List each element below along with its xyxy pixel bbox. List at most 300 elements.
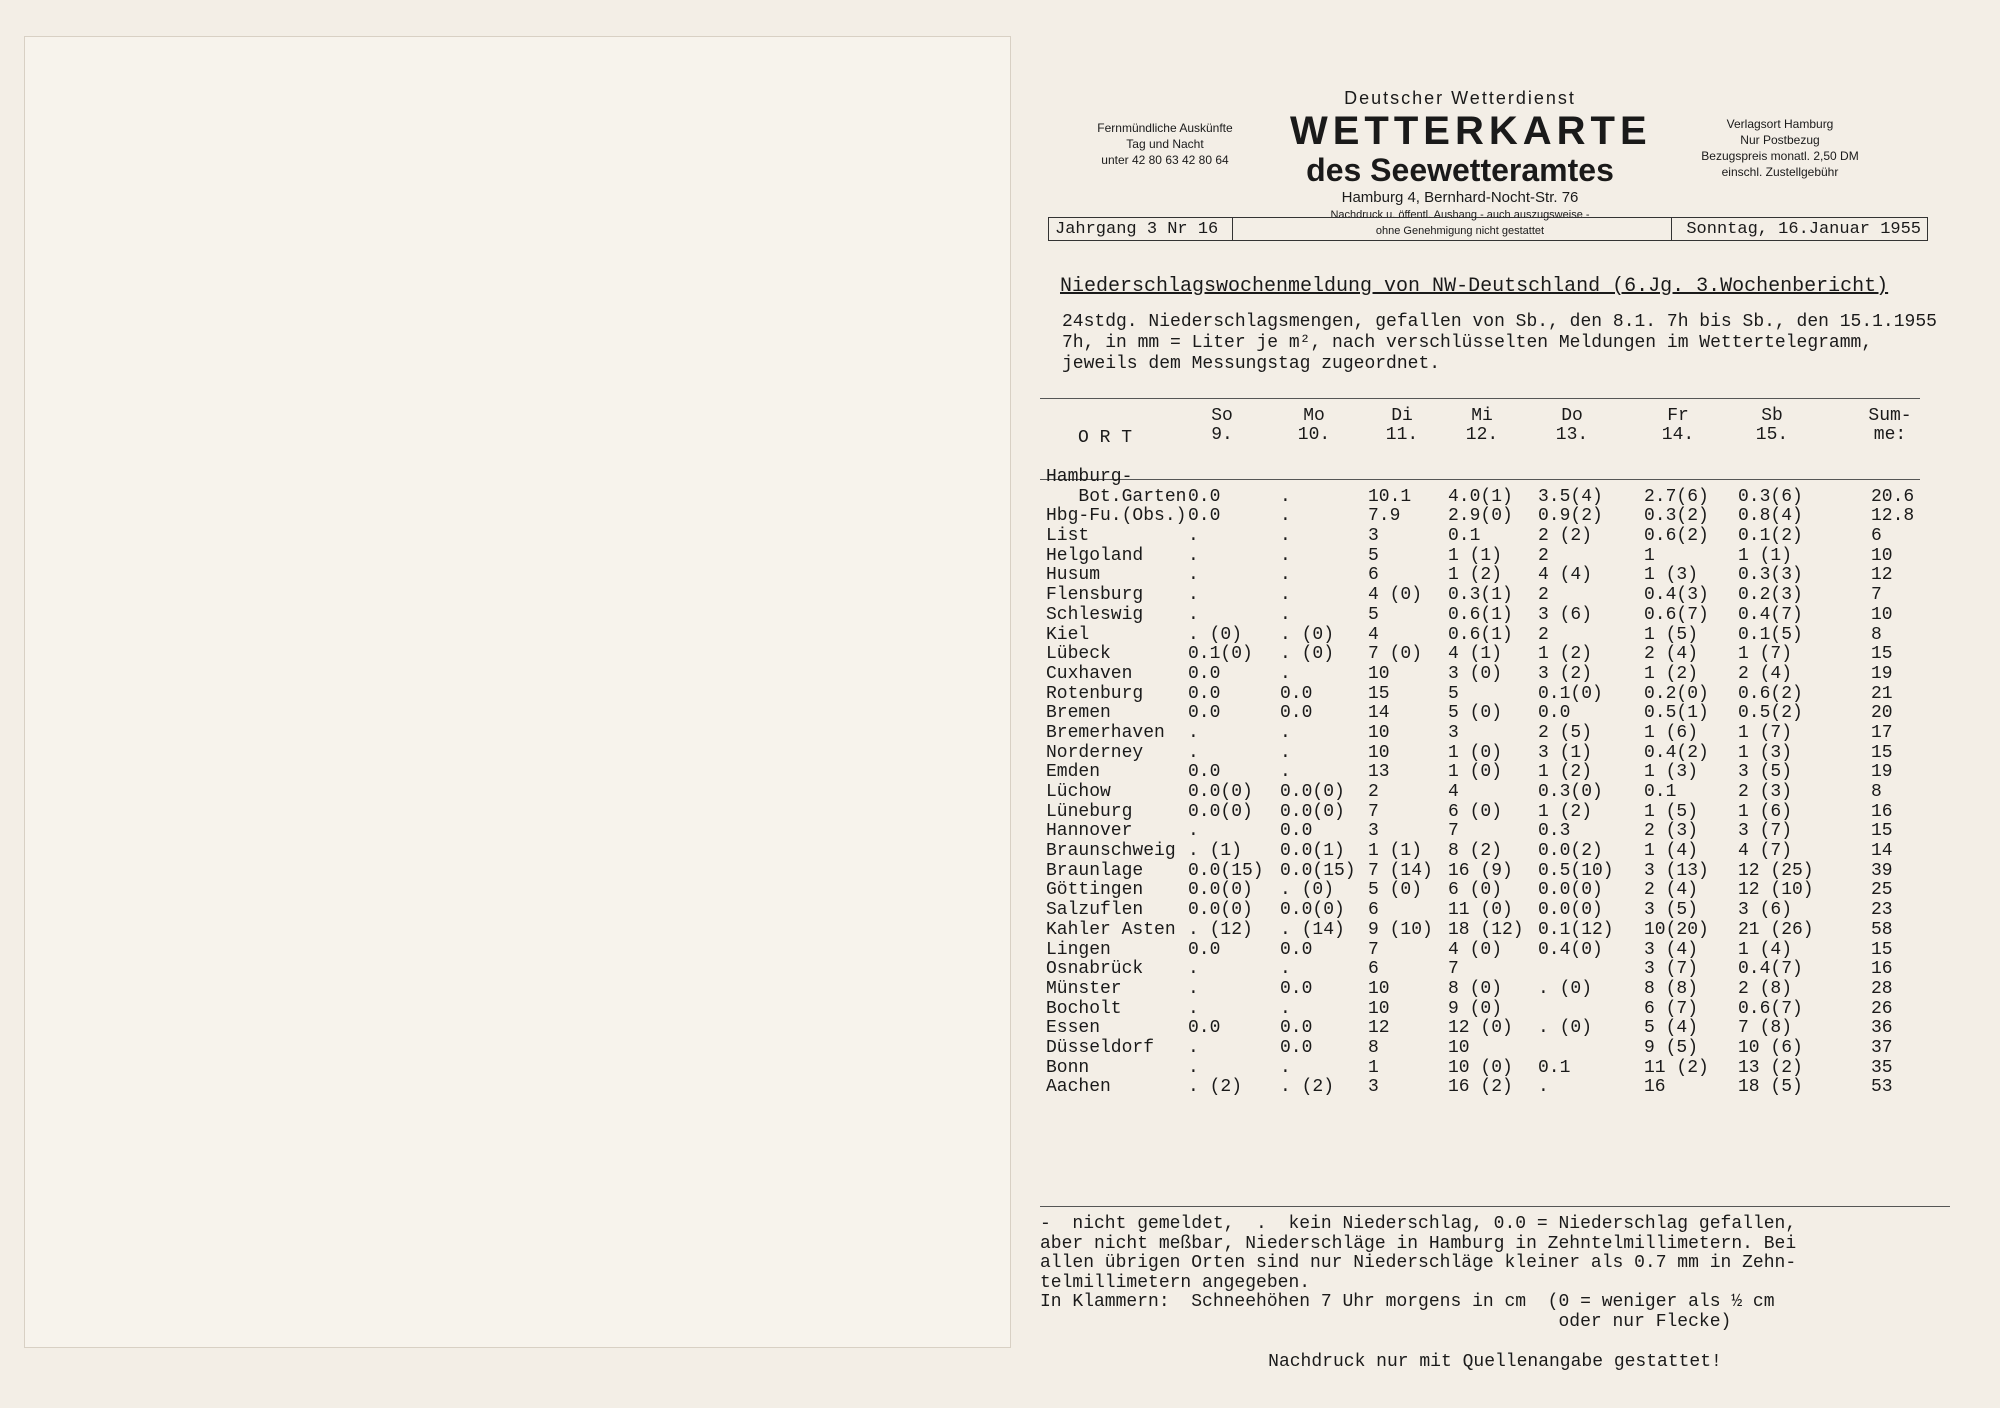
cell-value: 3 (6) [1538, 604, 1593, 625]
table-row [1046, 566, 1926, 586]
cell-sum: 12 [1871, 565, 1893, 586]
cell-value: . (0) [1538, 978, 1593, 999]
cell-value: 15 [1368, 683, 1390, 704]
table-row [1046, 606, 1926, 626]
station-name: Lingen [1046, 939, 1111, 960]
cell-sum: 7 [1871, 585, 1882, 606]
footnote-line: oder nur Flecke) [1040, 1311, 1732, 1332]
cell-value: 0.0 [1188, 683, 1221, 704]
precip-table [1046, 468, 1926, 1098]
cell-value: 8 [1368, 1037, 1379, 1058]
cell-value: 3.5(4) [1538, 486, 1603, 507]
cell-value: 1 (3) [1644, 762, 1699, 783]
cell-value: 2.9(0) [1448, 506, 1513, 527]
table-row [1046, 704, 1926, 724]
table-row [1046, 468, 1926, 488]
cell-value: . [1188, 565, 1199, 586]
cell-sum: 12.8 [1871, 506, 1915, 527]
cell-value: . [1188, 1037, 1199, 1058]
cell-value: . [1188, 604, 1199, 625]
cell-value: . [1188, 722, 1199, 743]
cell-value: . [1188, 998, 1199, 1019]
cell-value: 12 [1368, 1018, 1390, 1039]
cell-value: 0.0 [1280, 683, 1313, 704]
cell-value: 1 (2) [1538, 762, 1593, 783]
cell-sum: 21 [1871, 683, 1893, 704]
cell-value: 0.0(15) [1188, 860, 1264, 881]
publisher-info: Verlagsort Hamburg Nur Postbezug Bezugspreis monatl. 2,50 DM einschl. Zustellgebühr [1701, 117, 1859, 179]
cell-sum: 15 [1871, 939, 1893, 960]
table-row [1046, 1059, 1926, 1079]
table-row [1046, 941, 1926, 961]
cell-value: 3 (2) [1538, 663, 1593, 684]
table-row [1046, 507, 1926, 527]
table-row [1046, 547, 1926, 567]
cell-value: 5 (0) [1448, 703, 1503, 724]
cell-sum: 28 [1871, 978, 1893, 999]
cell-value: 2 (4) [1738, 663, 1793, 684]
cell-value: 0.5(1) [1644, 703, 1709, 724]
station-name: Osnabrück [1046, 959, 1144, 980]
cell-value: 7 [1368, 801, 1379, 822]
table-row [1046, 586, 1926, 606]
cell-value: 5 [1368, 604, 1379, 625]
cell-value: 6 [1368, 959, 1379, 980]
cell-value: 2 (2) [1538, 526, 1593, 547]
col-day: Di 11. [1385, 406, 1419, 445]
cell-value: 12 (25) [1738, 860, 1814, 881]
cell-value: 4 (1) [1448, 644, 1503, 665]
cell-value: 0.0(0) [1188, 801, 1253, 822]
cell-sum: 16 [1871, 959, 1893, 980]
cell-value: . (0) [1280, 880, 1335, 901]
cell-value: 0.0(0) [1188, 880, 1253, 901]
cell-sum: 23 [1871, 900, 1893, 921]
cell-value: 1 (2) [1448, 565, 1503, 586]
cell-value: 2 (8) [1738, 978, 1793, 999]
cell-value: 3 (4) [1644, 939, 1699, 960]
cell-value: 0.0(0) [1188, 782, 1253, 802]
cell-value: 5 [1368, 545, 1379, 566]
cell-value: 0.0 [1188, 762, 1221, 783]
cell-value: 0.4(3) [1644, 585, 1709, 606]
cell-sum: 10 [1871, 545, 1893, 566]
cell-value: 4.0(1) [1448, 486, 1513, 507]
cell-value: 3 (13) [1644, 860, 1709, 881]
cell-value: . (14) [1280, 919, 1345, 940]
cell-value: 0.8(4) [1738, 506, 1803, 527]
cell-value: 3 (5) [1644, 900, 1699, 921]
table-row [1046, 960, 1926, 980]
station-name: Kiel [1046, 624, 1090, 645]
cell-value: 0.4(0) [1538, 939, 1603, 960]
right-page [1040, 80, 1950, 1372]
cell-value: 0.0(0) [1188, 900, 1253, 921]
station-name: Helgoland [1046, 545, 1144, 566]
table-row [1046, 724, 1926, 744]
cell-value: 14 [1368, 703, 1390, 724]
cell-value: . [1280, 722, 1291, 743]
publication-title: Deutscher Wetterdienst WETTERKARTE des Seewetteramtes Hamburg 4, Bernhard-Nocht-Str. 76 Nachdruck u. öffentl. Aushang - auch auszugsweise - ohne Genehmigung nicht gestattet [1290, 88, 1652, 237]
col-day: Fr 14. [1661, 406, 1695, 445]
cell-sum: 8 [1871, 782, 1882, 802]
cell-value: 3 [1368, 526, 1379, 547]
cell-value: 0.0 [1280, 1018, 1313, 1039]
cell-value: 10 [1448, 1037, 1470, 1058]
cell-value: . [1280, 585, 1291, 606]
cell-value: 3 (7) [1644, 959, 1699, 980]
table-row [1046, 685, 1926, 705]
cell-value: 1 (0) [1448, 762, 1503, 783]
table-row [1046, 744, 1926, 764]
table-row [1046, 1019, 1926, 1039]
cell-value: 7.9 [1368, 506, 1401, 527]
table-row [1046, 665, 1926, 685]
cell-value: 6 (0) [1448, 801, 1503, 822]
cell-value: 0.5(10) [1538, 860, 1614, 881]
cell-value: 0.0 [1280, 1037, 1313, 1058]
cell-value: 2 (3) [1644, 821, 1699, 842]
cell-value: 1 (1) [1738, 545, 1793, 566]
footnote-line: allen übrigen Orten sind nur Niederschläge kleiner als 0.7 mm in Zehn- [1040, 1253, 1797, 1274]
cell-sum: 20 [1871, 703, 1893, 724]
cell-sum: 25 [1871, 880, 1893, 901]
cell-value: 10 [1368, 663, 1390, 684]
cell-value: 0.4(7) [1738, 959, 1803, 980]
cell-value: 7 (0) [1368, 644, 1423, 665]
cell-value: 0.2(0) [1644, 683, 1709, 704]
station-name: Salzuflen [1046, 900, 1144, 921]
col-sum: Sum- me: [1868, 406, 1912, 445]
cell-value: 10 [1368, 978, 1390, 999]
cell-value: . [1280, 742, 1291, 763]
cell-value: . (0) [1188, 624, 1243, 645]
cell-value: . [1280, 959, 1291, 980]
station-name: Flensburg [1046, 585, 1144, 606]
cell-value: 7 [1448, 821, 1459, 842]
report-title: Niederschlagswochenmeldung von NW-Deutschland (6.Jg. 3.Wochenbericht) [1060, 275, 1889, 298]
station-name: Bot.Garten [1046, 486, 1187, 507]
cell-sum: 19 [1871, 663, 1893, 684]
cell-value: . (2) [1188, 1077, 1243, 1098]
cell-value: 12 (0) [1448, 1018, 1513, 1039]
cell-value: 1 (6) [1644, 722, 1699, 743]
cell-value: 0.0 [1188, 1018, 1221, 1039]
station-name: Lübeck [1046, 644, 1111, 665]
cell-value: 0.6(2) [1644, 526, 1709, 547]
col-day: Sb 15. [1755, 406, 1789, 445]
cell-value: 16 (2) [1448, 1077, 1513, 1098]
cell-value: . (0) [1280, 624, 1335, 645]
cell-value: 6 (0) [1448, 880, 1503, 901]
cell-value: 0.1(5) [1738, 624, 1803, 645]
cell-value: 0.6(7) [1738, 998, 1803, 1019]
cell-value: 5 [1448, 683, 1459, 704]
cell-value: 0.1 [1448, 526, 1481, 547]
station-name: Emden [1046, 762, 1101, 783]
cell-value: 2 (4) [1644, 644, 1699, 665]
cell-value: 1 (5) [1644, 801, 1699, 822]
cell-value: . (12) [1188, 919, 1253, 940]
cell-value: . (2) [1280, 1077, 1335, 1098]
cell-value: 2.7(6) [1644, 486, 1709, 507]
cell-value: 0.0 [1188, 663, 1221, 684]
table-row [1046, 1078, 1926, 1098]
station-name: List [1046, 526, 1090, 547]
cell-value: . [1188, 1057, 1199, 1078]
cell-value: 8 (2) [1448, 841, 1503, 862]
cell-value: 0.4(2) [1644, 742, 1709, 763]
cell-value: 9 (10) [1368, 919, 1433, 940]
cell-value: 21 (26) [1738, 919, 1814, 940]
table-row [1046, 645, 1926, 665]
table-row [1046, 803, 1926, 823]
table-row [1046, 862, 1926, 882]
station-name: Husum [1046, 565, 1101, 586]
station-name: Aachen [1046, 1077, 1111, 1098]
cell-sum: 8 [1871, 624, 1882, 645]
cell-value: 0.1(2) [1738, 526, 1803, 547]
cell-value: 0.0 [1280, 978, 1313, 999]
report-intro: 24stdg. Niederschlagsmengen, gefallen von Sb., den 8.1. 7h bis Sb., den 15.1.1955 7h, in mm = Liter je m², nach verschlüsselten Meldungen im Wettertelegramm, jeweils dem Messungstag zugeordnet. [1062, 312, 1937, 374]
cell-value: . [1188, 959, 1199, 980]
cell-value: 4 [1448, 782, 1459, 802]
cell-value: 3 (7) [1738, 821, 1793, 842]
cell-value: 0.1(12) [1538, 919, 1614, 940]
cell-value: . [1188, 545, 1199, 566]
cell-value: . [1280, 1057, 1291, 1078]
cell-value: 0.0(0) [1538, 880, 1603, 901]
cell-value: . [1280, 998, 1291, 1019]
cell-value: 1 (5) [1644, 624, 1699, 645]
cell-value: 1 (2) [1644, 663, 1699, 684]
cell-value: 1 (2) [1538, 801, 1593, 822]
cell-value: 4 [1368, 624, 1379, 645]
table-row [1046, 783, 1926, 803]
left-page [24, 36, 1011, 1348]
cell-value: 3 [1368, 821, 1379, 842]
station-name: Düsseldorf [1046, 1037, 1155, 1058]
cell-value: 11 (0) [1448, 900, 1513, 921]
masthead [1040, 80, 1950, 239]
footnote [1040, 1206, 1950, 1372]
cell-value: . [1280, 545, 1291, 566]
cell-value: 10 (6) [1738, 1037, 1803, 1058]
station-name: Göttingen [1046, 880, 1144, 901]
issue-strip [1048, 217, 1928, 241]
cell-value: 0.0 [1188, 506, 1221, 527]
cell-value: . [1188, 978, 1199, 999]
table-row [1046, 626, 1926, 646]
cell-value: 10 (0) [1448, 1057, 1513, 1078]
station-name: Münster [1046, 978, 1122, 999]
cell-value: . [1188, 585, 1199, 606]
footnote-line: aber nicht meßbar, Niederschläge in Hamburg in Zehntelmillimetern. Bei [1040, 1233, 1797, 1254]
cell-value: 6 [1368, 565, 1379, 586]
cell-value: 5 (0) [1368, 880, 1423, 901]
table-row [1046, 488, 1926, 508]
col-day: Do 13. [1555, 406, 1589, 445]
cell-value: 2 (3) [1738, 782, 1793, 802]
cell-value: 1 (4) [1644, 841, 1699, 862]
cell-value: 2 [1538, 585, 1549, 606]
station-name: Rotenburg [1046, 683, 1144, 704]
cell-value: 0.0(2) [1538, 841, 1603, 862]
table-row [1046, 1000, 1926, 1020]
cell-value: 1 (1) [1448, 545, 1503, 566]
cell-value: 0.3(6) [1738, 486, 1803, 507]
cell-value: 6 (7) [1644, 998, 1699, 1019]
station-name: Norderney [1046, 742, 1144, 763]
cell-value: 0.0 [1280, 939, 1313, 960]
cell-value: 8 (8) [1644, 978, 1699, 999]
cell-value: 0.3(0) [1538, 782, 1603, 802]
cell-value: 0.0(0) [1280, 782, 1345, 802]
footnote-line: - nicht gemeldet, . kein Niederschlag, 0.0 = Niederschlag gefallen, [1040, 1214, 1797, 1234]
cell-value: . [1280, 762, 1291, 783]
station-name: Bremerhaven [1046, 722, 1165, 743]
station-name: Braunschweig [1046, 841, 1176, 862]
cell-value: 2 [1368, 782, 1379, 802]
cell-value: . (0) [1280, 644, 1335, 665]
cell-value: 0.5(2) [1738, 703, 1803, 724]
cell-value: 2 (5) [1538, 722, 1593, 743]
contact-info: Fernmündliche Auskünfte Tag und Nacht unter 42 80 63 42 80 64 [1097, 121, 1233, 167]
cell-sum: 14 [1871, 841, 1893, 862]
station-name: Bonn [1046, 1057, 1090, 1078]
cell-sum: 53 [1871, 1077, 1893, 1098]
cell-value: . [1280, 526, 1291, 547]
cell-value: 0.0(1) [1280, 841, 1345, 862]
footnote-line: telmillimetern angegeben. [1040, 1272, 1311, 1293]
table-row [1046, 881, 1926, 901]
cell-value: 4 (0) [1368, 585, 1423, 606]
cell-value: 0.6(1) [1448, 604, 1513, 625]
cell-value: . (1) [1188, 841, 1243, 862]
cell-value: . [1280, 604, 1291, 625]
table-row [1046, 527, 1926, 547]
station-name: Hannover [1046, 821, 1133, 842]
cell-sum: 26 [1871, 998, 1893, 1019]
station-name: Hamburg- [1046, 467, 1133, 487]
cell-value: 11 (2) [1644, 1057, 1709, 1078]
cell-value: 0.0 [1280, 703, 1313, 724]
cell-value: 1 (1) [1368, 841, 1423, 862]
col-ort: O R T [1078, 428, 1133, 448]
station-name: Essen [1046, 1018, 1101, 1039]
cell-value: 5 (4) [1644, 1018, 1699, 1039]
cell-value: 4 (4) [1538, 565, 1593, 586]
issue-number: Jahrgang 3 Nr 16 [1055, 219, 1219, 239]
cell-value: . [1280, 506, 1291, 527]
cell-value: 3 [1448, 722, 1459, 743]
cell-value: 0.1 [1538, 1057, 1571, 1078]
station-name: Kahler Asten [1046, 919, 1176, 940]
cell-value: . [1188, 526, 1199, 547]
station-name: Braunlage [1046, 860, 1144, 881]
cell-value: 18 (5) [1738, 1077, 1803, 1098]
table-row [1046, 842, 1926, 862]
cell-value: 10 [1368, 742, 1390, 763]
cell-value: 7 [1448, 959, 1459, 980]
cell-value: 0.1 [1644, 782, 1677, 802]
cell-value: 3 (5) [1738, 762, 1793, 783]
cell-value: 0.0 [1188, 703, 1221, 724]
cell-value: 8 (0) [1448, 978, 1503, 999]
cell-value: . (0) [1538, 1018, 1593, 1039]
cell-value: 10 [1368, 998, 1390, 1019]
station-name: Bremen [1046, 703, 1111, 724]
cell-value: 10(20) [1644, 919, 1709, 940]
col-day: Mo 10. [1297, 406, 1331, 445]
col-day: Mi 12. [1465, 406, 1499, 445]
table-row [1046, 822, 1926, 842]
cell-value: 0.0(15) [1280, 860, 1356, 881]
cell-sum: 17 [1871, 722, 1893, 743]
cell-value: 0.2(3) [1738, 585, 1803, 606]
station-name: Cuxhaven [1046, 663, 1133, 684]
cell-value: 4 (0) [1448, 939, 1503, 960]
cell-value: 1 (4) [1738, 939, 1793, 960]
cell-sum: 10 [1871, 604, 1893, 625]
cell-value: 9 (5) [1644, 1037, 1699, 1058]
cell-value: 0.0 [1280, 821, 1313, 842]
cell-value: 0.3 [1538, 821, 1571, 842]
station-name: Lüneburg [1046, 801, 1133, 822]
cell-value: 13 (2) [1738, 1057, 1803, 1078]
cell-value: 7 (8) [1738, 1018, 1793, 1039]
cell-sum: 15 [1871, 742, 1893, 763]
cell-value: . [1280, 486, 1291, 507]
station-name: Bocholt [1046, 998, 1122, 1019]
cell-value: 0.3(2) [1644, 506, 1709, 527]
cell-value: 3 (0) [1448, 663, 1503, 684]
cell-value: 18 (12) [1448, 919, 1524, 940]
cell-value: 2 [1538, 545, 1549, 566]
cell-sum: 6 [1871, 526, 1882, 547]
cell-value: . [1538, 1077, 1549, 1098]
cell-value: 12 (10) [1738, 880, 1814, 901]
table-row [1046, 921, 1926, 941]
cell-value: 0.0 [1188, 486, 1221, 507]
cell-value: 4 (7) [1738, 841, 1793, 862]
cell-value: 0.6(2) [1738, 683, 1803, 704]
station-name: Lüchow [1046, 782, 1111, 802]
cell-value: 3 (1) [1538, 742, 1593, 763]
cell-value: . [1280, 565, 1291, 586]
cell-value: 0.0(0) [1280, 801, 1345, 822]
cell-value: 0.0(0) [1280, 900, 1345, 921]
cell-sum: 15 [1871, 644, 1893, 665]
cell-value: 0.9(2) [1538, 506, 1603, 527]
cell-value: 0.1(0) [1188, 644, 1253, 665]
reprint-note: Nachdruck nur mit Quellenangabe gestattet! [1268, 1351, 1722, 1372]
cell-sum: 16 [1871, 801, 1893, 822]
cell-value: 0.6(1) [1448, 624, 1513, 645]
cell-value: 9 (0) [1448, 998, 1503, 1019]
cell-value: 1 (2) [1538, 644, 1593, 665]
station-name: Hbg-Fu.(Obs.) [1046, 506, 1187, 527]
cell-value: 16 [1644, 1077, 1666, 1098]
cell-value: 7 [1368, 939, 1379, 960]
cell-value: 0.4(7) [1738, 604, 1803, 625]
cell-sum: 35 [1871, 1057, 1893, 1078]
table-row [1046, 1039, 1926, 1059]
issue-date: Sonntag, 16.Januar 1955 [1686, 219, 1921, 239]
cell-value: 3 [1368, 1077, 1379, 1098]
cell-value: 6 [1368, 900, 1379, 921]
cell-sum: 20.6 [1871, 486, 1915, 507]
